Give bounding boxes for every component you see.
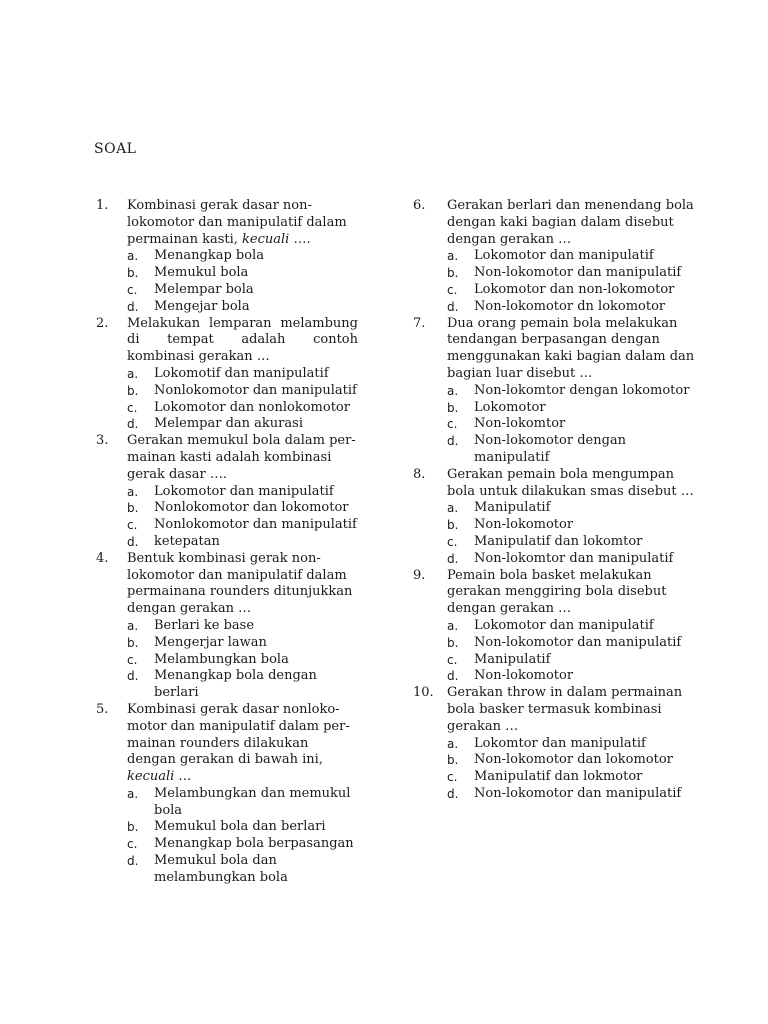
option-text: Non-lokomotor [474,668,574,684]
answer-option[interactable] [127,282,358,299]
option-text: Melempar bola [154,281,254,297]
question-text: Gerakan berlari dan menendang bola dengan kaki bagian dalam disebut dengan gerakan … [447,198,694,247]
answer-option[interactable] [447,400,695,417]
question-number: 3. [96,433,109,449]
option-letter: b. [127,820,139,835]
option-letter: c. [127,652,138,667]
option-text: ketepatan [154,533,220,549]
option-text: Mengejar bola [154,298,250,314]
answer-option[interactable] [447,433,695,467]
question-number: 2. [96,315,109,331]
option-letter: d. [447,434,459,449]
option-letter: a. [127,618,139,633]
option-text: Manipulatif dan lokmotor [474,769,643,785]
page-title: SOAL [94,141,137,157]
option-letter: b. [447,518,459,533]
option-letter: a. [127,484,139,499]
option-letter: a. [447,501,459,516]
option-text: Lokomotor [474,399,546,415]
option-text: Menangkap bola dengan berlari [154,668,317,701]
option-text: Manipulatif dan lokomtor [474,533,643,549]
answer-option[interactable] [127,836,358,853]
option-letter: b. [447,753,459,768]
option-letter: a. [447,249,459,264]
option-text: Lokomotor dan manipulatif [154,483,334,499]
option-letter: b. [127,266,139,281]
question-7 [413,316,695,467]
option-letter: b. [447,266,459,281]
option-letter: d. [447,786,459,801]
option-letter: a. [127,249,139,264]
answer-option[interactable] [447,265,695,282]
option-letter: d. [127,854,139,869]
option-text: Memukul bola dan melambungkan bola [154,853,288,885]
question-10 [413,685,695,803]
option-letter: b. [127,635,139,650]
option-text: Non-lokomotor dengan manipulatif [474,433,627,465]
option-text: Berlari ke base [154,617,255,633]
option-text: Lokomotor dan manipulatif [474,617,654,633]
answer-option[interactable] [127,618,358,635]
option-letter: b. [447,635,459,650]
question-text: Kombinasi gerak dasar non-lokomotor dan manipulatif dalam permainan kasti, kecuali …. [127,198,347,247]
option-text: Non-lokomotor dan lokomotor [474,752,673,768]
option-letter: b. [127,501,139,516]
option-text: Melambungkan bola [154,651,289,667]
answer-option[interactable] [447,517,695,534]
answer-option[interactable] [447,652,695,669]
option-text: Lokomotif dan manipulatif [154,365,329,381]
option-text: Lokomotor dan manipulatif [474,248,654,264]
option-letter: d. [127,669,139,684]
option-letter: c. [447,534,458,549]
answer-option[interactable] [447,534,695,551]
option-letter: c. [447,282,458,297]
question-text: Kombinasi gerak dasar nonloko-motor dan manipulatif dalam per-mainan rounders dilakukan dengan gerakan di bawah ini, kecuali … [127,701,350,785]
answer-option[interactable] [447,551,695,568]
option-letter: d. [447,551,459,566]
option-text: Non-lokomotor [474,517,574,533]
option-text: Melempar dan akurasi [154,416,303,432]
option-letter: a. [447,618,459,633]
question-8 [413,467,695,568]
question-text: Gerakan pemain bola mengumpan bola untuk dilakukan smas disebut … [447,466,694,499]
option-letter: d. [447,669,459,684]
answer-option[interactable] [127,652,358,669]
question-number: 10. [413,685,434,701]
option-letter: c. [127,400,138,415]
answer-option[interactable] [127,534,358,551]
option-letter: c. [447,417,458,432]
option-text: Manipulatif [474,651,551,667]
option-letter: c. [447,770,458,785]
answer-option[interactable] [127,400,358,417]
question-column-left [96,198,358,887]
question-9 [413,568,695,686]
answer-option[interactable] [447,752,695,769]
answer-option[interactable] [447,248,695,265]
answer-option[interactable] [447,786,695,803]
answer-option[interactable] [447,668,695,685]
option-text: Nonlokomotor dan lokomotor [154,500,349,516]
option-letter: c. [447,652,458,667]
option-text: Melambungkan dan memukul bola [154,785,351,818]
option-text: Menangkap bola [154,248,264,264]
option-text: Nonlokomotor dan manipulatif [154,517,357,533]
option-letter: c. [127,282,138,297]
question-6 [413,198,695,316]
option-text: Lokomotor dan nonlokomotor [154,399,350,415]
answer-option[interactable] [127,383,358,400]
question-column-right [413,198,695,803]
question-emphasis: kecuali [127,769,175,785]
question-text: Gerakan throw in dalam permainan bola basker termasuk kombinasi gerakan … [447,685,683,734]
answer-option[interactable] [127,299,358,316]
question-text: Pemain bola basket melakukan gerakan menggiring bola disebut dengan gerakan … [447,567,667,617]
option-text: Mengerjar lawan [154,634,267,650]
option-letter: b. [447,400,459,415]
question-4 [96,551,358,702]
option-letter: c. [127,837,138,852]
option-letter: a. [127,366,139,381]
answer-option[interactable] [127,366,358,383]
option-letter: d. [127,534,139,549]
option-text: Lokomtor dan manipulatif [474,735,646,751]
option-text: Non-lokomotor dan manipulatif [474,785,682,801]
option-text: Non-lokomotor dan manipulatif [474,265,682,281]
option-letter: d. [447,299,459,314]
option-text: Non-lokomotor dan manipulatif [474,634,682,650]
answer-option[interactable] [127,248,358,265]
question-number: 6. [413,198,426,213]
question-number: 8. [413,466,426,482]
answer-option[interactable] [447,769,695,786]
question-number: 4. [96,550,109,566]
question-text: Gerakan memukul bola dalam per-mainan kasti adalah kombinasi gerak dasar …. [127,433,356,482]
question-text: Bentuk kombinasi gerak non-lokomotor dan manipulatif dalam permainana rounders ditunjukkan dengan gerakan … [127,550,353,617]
question-2 [96,316,358,434]
answer-option[interactable] [447,299,695,316]
option-letter: d. [127,417,139,432]
answer-option[interactable] [127,484,358,501]
question-number: 1. [96,198,109,213]
question-text: Dua orang pemain bola melakukan tendangan berpasangan dengan menggunakan kaki bagian dalam dan bagian luar disebut … [447,315,695,381]
option-text: Manipulatif [474,500,551,516]
option-letter: a. [447,736,459,751]
answer-option[interactable] [447,383,695,400]
answer-option[interactable] [127,786,358,820]
answer-option[interactable] [127,819,358,836]
question-5 [96,702,358,887]
option-text: Memukul bola [154,265,249,281]
answer-option[interactable] [127,853,358,887]
answer-option[interactable] [127,517,358,534]
question-number: 9. [413,567,426,583]
answer-option[interactable] [127,500,358,517]
answer-option[interactable] [447,736,695,753]
answer-option[interactable] [127,635,358,652]
question-3 [96,433,358,551]
answer-option[interactable] [447,500,695,517]
option-letter: d. [127,299,139,314]
option-text: Memukul bola dan berlari [154,819,326,835]
answer-option[interactable] [127,265,358,282]
answer-option[interactable] [447,618,695,635]
option-text: Non-lokomotor dn lokomotor [474,298,666,314]
option-text: Non-lokomtor dengan lokomotor [474,382,690,398]
question-number: 5. [96,701,109,717]
answer-option[interactable] [127,668,358,702]
option-letter: a. [127,786,139,801]
option-text: Non-lokomtor [474,416,566,432]
question-text: Melakukan lemparan melambung di tempat adalah contoh kombinasi gerakan … [127,315,358,365]
option-text: Non-lokomtor dan manipulatif [474,550,674,566]
option-letter: a. [447,383,459,398]
question-emphasis: kecuali [242,231,290,247]
option-letter: b. [127,383,139,398]
answer-option[interactable] [127,416,358,433]
option-text: Nonlokomotor dan manipulatif [154,382,357,398]
question-number: 7. [413,315,426,331]
question-1 [96,198,358,316]
option-text: Menangkap bola berpasangan [154,836,354,852]
answer-option[interactable] [447,282,695,299]
answer-option[interactable] [447,416,695,433]
option-text: Lokomotor dan non-lokomotor [474,281,675,297]
answer-option[interactable] [447,635,695,652]
option-letter: c. [127,518,138,533]
